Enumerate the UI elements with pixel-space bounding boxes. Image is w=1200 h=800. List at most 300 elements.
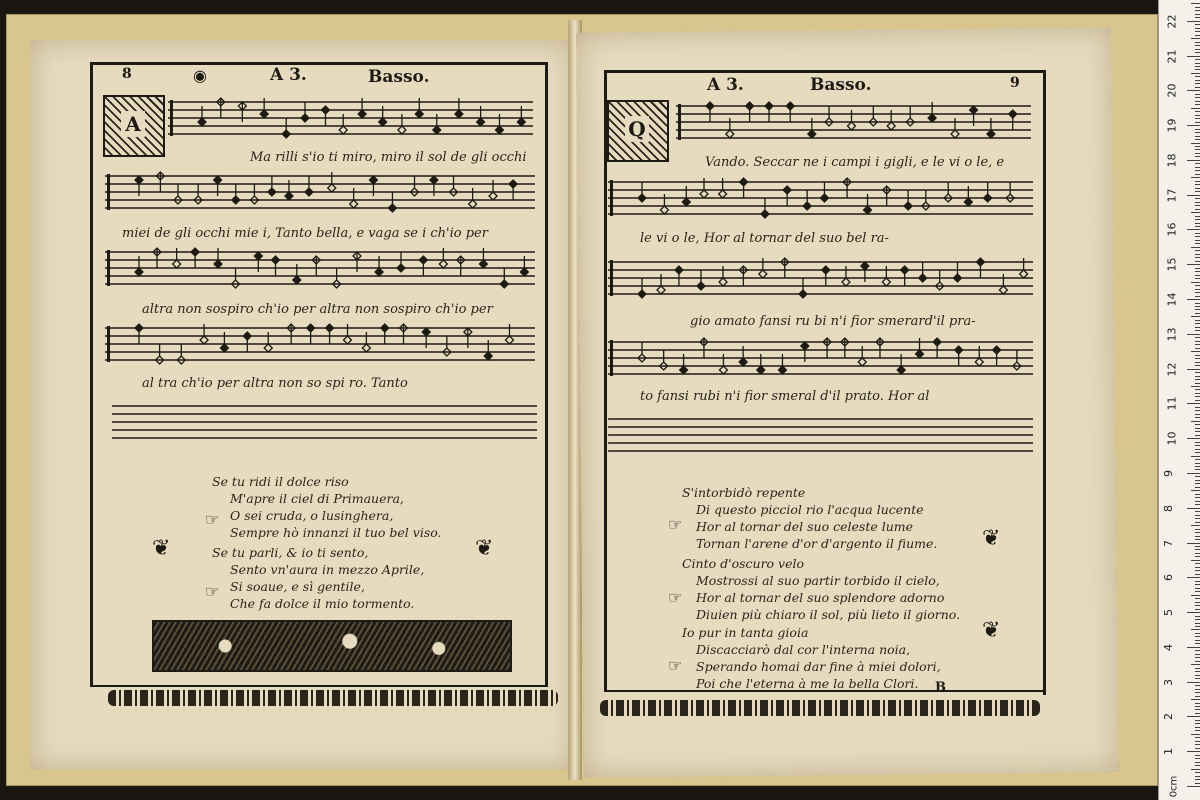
right-frame-left: [604, 70, 607, 690]
ruler-tick: [1191, 560, 1200, 561]
note-head: [477, 118, 485, 126]
note-head: [305, 188, 313, 196]
ruler-tick: [1195, 278, 1200, 279]
ruler-tick: [1195, 515, 1200, 516]
ruler-tick: [1195, 31, 1200, 32]
ruler-number: 16: [1165, 222, 1179, 237]
note-head: [517, 118, 525, 126]
ruler-tick: [1195, 445, 1200, 446]
ruler-tick: [1195, 556, 1200, 557]
ruler-tick: [1195, 463, 1200, 464]
ruler-tick: [1195, 14, 1200, 15]
ruler-tick: [1187, 195, 1200, 196]
ruler-tick: [1187, 369, 1200, 370]
ruler-tick: [1195, 101, 1200, 102]
ruler-tick: [1195, 153, 1200, 154]
note-head: [301, 114, 309, 122]
note-head: [282, 130, 290, 138]
poem-line: M'apre il ciel di Primauera,: [230, 491, 404, 506]
ruler-tick: [1195, 129, 1200, 130]
left-lyric-line: miei de gli occhi mie i, Tanto bella, e vaga se i ch'io per: [122, 226, 488, 241]
fleuron-icon: ❦: [982, 526, 1001, 551]
ruler-tick: [1195, 755, 1200, 756]
note-head: [388, 204, 396, 212]
ruler-tick: [1195, 257, 1200, 258]
note-head: [864, 206, 872, 214]
note-head: [489, 192, 497, 200]
poem-line: Di questo picciol rio l'acqua lucente: [696, 502, 924, 517]
ruler-tick: [1195, 661, 1200, 662]
ruler-number: 15: [1165, 257, 1179, 272]
note-head: [904, 202, 912, 210]
staff-lines: [608, 176, 1033, 222]
ruler-tick: [1195, 539, 1200, 540]
note-head: [803, 202, 811, 210]
ruler-tick: [1187, 543, 1200, 544]
ruler-tick: [1195, 449, 1200, 450]
ruler-tick: [1195, 289, 1200, 290]
ruler-tick: [1187, 264, 1200, 265]
ruler-tick: [1195, 657, 1200, 658]
left-decorated-initial: [103, 95, 165, 157]
note-head: [916, 350, 924, 358]
ruler-number: 2: [1162, 713, 1175, 721]
ruler-tick: [1187, 577, 1200, 578]
ruler-tick: [1195, 236, 1200, 237]
staff-lines: [608, 336, 1033, 382]
ruler-number: 9: [1162, 469, 1175, 477]
ruler-tick: [1195, 94, 1200, 95]
ruler-tick: [1195, 42, 1200, 43]
ruler-tick: [1187, 229, 1200, 230]
note-head: [964, 198, 972, 206]
ruler-number: 14: [1165, 292, 1179, 307]
note-head: [638, 194, 646, 202]
right-initial-letter: Q: [625, 116, 649, 142]
ruler-number: 13: [1165, 327, 1179, 342]
ruler-tick: [1195, 69, 1200, 70]
note-head: [887, 122, 895, 130]
staff-lines: [105, 322, 535, 368]
ruler-tick: [1195, 476, 1200, 477]
ruler-tick: [1195, 469, 1200, 470]
note-head: [198, 118, 206, 126]
left-bottom-ornament-border: [108, 690, 558, 706]
ruler-number: 20: [1165, 83, 1179, 98]
left-frame-right: [545, 62, 548, 687]
ruler-tick: [1195, 783, 1200, 784]
ruler-number: 10: [1165, 431, 1179, 446]
ruler-tick: [1195, 633, 1200, 634]
ruler-tick: [1195, 191, 1200, 192]
ruler-tick: [1195, 737, 1200, 738]
ruler-tick: [1195, 730, 1200, 731]
left-part-name: Basso.: [368, 67, 430, 87]
ruler-number: 6: [1162, 574, 1175, 582]
note-head: [484, 352, 492, 360]
ruler-tick: [1195, 765, 1200, 766]
note-head: [433, 126, 441, 134]
ruler-tick: [1195, 309, 1200, 310]
note-head: [984, 194, 992, 202]
note-head: [135, 268, 143, 276]
ruler-tick: [1195, 118, 1200, 119]
note-head: [808, 130, 816, 138]
ruler-tick: [1195, 52, 1200, 53]
poem-line: Io pur in tanta gioia: [682, 625, 809, 640]
ruler-tick: [1195, 466, 1200, 467]
ruler-tick: [1195, 414, 1200, 415]
ruler-tick: [1195, 675, 1200, 676]
right-staff-4: [608, 336, 1033, 382]
ruler-tick: [1195, 640, 1200, 641]
right-lyric-line: Vando. Seccar ne i campi i gigli, e le vi o le, e: [705, 155, 1005, 170]
right-decorated-initial: [607, 100, 669, 162]
ruler-tick: [1195, 522, 1200, 523]
poem-line: Diuien più chiaro il sol, più lieto il giorno.: [696, 607, 961, 622]
poem-line: Sperando homai dar fine à miei dolori,: [696, 659, 941, 674]
ruler-tick: [1195, 344, 1200, 345]
right-lyric-line: le vi o le, Hor al tornar del suo bel ra-: [640, 231, 889, 246]
ruler-tick: [1195, 198, 1200, 199]
ruler-tick: [1187, 56, 1200, 57]
ruler-tick: [1195, 365, 1200, 366]
ruler-tick: [1195, 636, 1200, 637]
ruler-tick: [1195, 720, 1200, 721]
ruler-tick: [1195, 393, 1200, 394]
left-staff-5-empty: [112, 400, 537, 446]
ruler-tick: [1195, 341, 1200, 342]
ruler-tick: [1195, 216, 1200, 217]
left-frame-bottom: [90, 685, 548, 687]
ruler-tick: [1195, 362, 1200, 363]
note-head: [951, 130, 959, 138]
pointing-hand-icon: ☞: [205, 510, 220, 529]
ruler-tick: [1187, 125, 1200, 126]
ruler-tick: [1195, 17, 1200, 18]
note-head: [739, 358, 747, 366]
right-poem-stanza-3: [682, 624, 941, 692]
note-head: [343, 336, 351, 344]
ruler-tick: [1195, 271, 1200, 272]
ruler-tick: [1195, 111, 1200, 112]
staff-lines: [608, 413, 1033, 459]
ruler-tick: [1195, 776, 1200, 777]
ruler-tick: [1195, 626, 1200, 627]
poem-line: Se tu ridi il dolce riso: [212, 474, 349, 489]
poem-line: Poi che l'eterna à me la bella Clori.: [696, 676, 919, 691]
ruler-tick: [1195, 650, 1200, 651]
ruler-tick: [1195, 219, 1200, 220]
pointing-hand-icon: ☞: [205, 582, 220, 601]
ruler-tick: [1195, 163, 1200, 164]
ruler-tick: [1195, 330, 1200, 331]
ruler-number: 12: [1165, 362, 1179, 377]
note-head: [975, 358, 983, 366]
poem-line: Sempre hò innanzi il tuo bel viso.: [230, 525, 442, 540]
note-head: [657, 286, 665, 294]
ruler-tick: [1191, 421, 1200, 422]
ruler-tick: [1191, 386, 1200, 387]
note-head: [858, 358, 866, 366]
ruler-tick: [1187, 508, 1200, 509]
ruler-tick: [1195, 671, 1200, 672]
ruler-tick: [1195, 167, 1200, 168]
note-head: [726, 130, 734, 138]
ruler-tick: [1195, 713, 1200, 714]
ruler-tick: [1195, 327, 1200, 328]
ruler-tick: [1195, 598, 1200, 599]
ruler-tick: [1195, 616, 1200, 617]
left-initial-letter: A: [121, 111, 145, 137]
ruler-tick: [1195, 643, 1200, 644]
ruler-tick: [1195, 132, 1200, 133]
ruler-tick: [1195, 748, 1200, 749]
ruler-tick: [1195, 442, 1200, 443]
ruler-tick: [1195, 407, 1200, 408]
ruler-tick: [1195, 567, 1200, 568]
left-page-number: 8: [122, 66, 132, 82]
note-head: [375, 268, 383, 276]
ruler-tick: [1191, 282, 1200, 283]
note-head: [358, 110, 366, 118]
right-bottom-ornament-border: [600, 700, 1040, 716]
ruler-tick: [1195, 156, 1200, 157]
ruler-number: 4: [1162, 643, 1175, 651]
ruler-tick: [1195, 35, 1200, 36]
ruler-tick: [1195, 80, 1200, 81]
ruler-tick: [1195, 417, 1200, 418]
ruler-tick: [1191, 525, 1200, 526]
ruler-tick: [1191, 3, 1200, 4]
ruler-tick: [1195, 379, 1200, 380]
note-head: [719, 278, 727, 286]
note-head: [842, 278, 850, 286]
ruler-tick: [1195, 696, 1200, 697]
note-head: [1020, 270, 1028, 278]
ruler-number: 5: [1162, 609, 1175, 617]
ruler-tick: [1195, 63, 1200, 64]
ruler-tick: [1195, 320, 1200, 321]
ruler-tick: [1195, 529, 1200, 530]
ruler-tick: [1195, 536, 1200, 537]
note-head: [439, 260, 447, 268]
ruler-tick: [1195, 779, 1200, 780]
note-head: [268, 188, 276, 196]
ruler-tick: [1195, 146, 1200, 147]
ruler-tick: [1195, 581, 1200, 582]
ruler-tick: [1195, 170, 1200, 171]
ruler-tick: [1195, 149, 1200, 150]
ruler-tick: [1195, 122, 1200, 123]
ruler-tick: [1195, 570, 1200, 571]
ruler-tick: [1195, 727, 1200, 728]
left-circle-mark: ◉: [193, 66, 207, 85]
ruler-tick: [1195, 243, 1200, 244]
ruler-number: 18: [1165, 153, 1179, 168]
right-signature: A 3.: [707, 75, 744, 95]
left-staff-4: [105, 322, 535, 368]
ruler-tick: [1191, 177, 1200, 178]
pointing-hand-icon: ☞: [668, 588, 683, 607]
ruler-tick: [1195, 292, 1200, 293]
ruler-tick: [1195, 87, 1200, 88]
poem-line: Tornan l'arene d'or d'argento il fiume.: [696, 536, 938, 551]
poem-line: Mostrossi al suo partir torbido il cielo,: [696, 573, 940, 588]
ruler-tick: [1195, 209, 1200, 210]
ruler-tick: [1195, 654, 1200, 655]
ruler-tick: [1195, 602, 1200, 603]
note-head: [479, 260, 487, 268]
note-head: [799, 290, 807, 298]
pointing-hand-icon: ☞: [668, 515, 683, 534]
note-head: [362, 344, 370, 352]
note-head: [520, 268, 528, 276]
ruler-unit: 0cm: [1168, 775, 1180, 798]
measurement-ruler: [1158, 0, 1200, 800]
ruler-tick: [1191, 73, 1200, 74]
ruler-tick: [1195, 703, 1200, 704]
poem-line: O sei cruda, o lusinghera,: [230, 508, 394, 523]
note-head: [415, 110, 423, 118]
left-lyric-line: Ma rilli s'io ti miro, miro il sol de gli occhi: [250, 150, 527, 165]
note-head: [398, 126, 406, 134]
ruler-tick: [1195, 188, 1200, 189]
ruler-tick: [1187, 403, 1200, 404]
pointing-hand-icon: ☞: [668, 656, 683, 675]
ruler-tick: [1191, 699, 1200, 700]
left-signature: A 3.: [270, 65, 307, 85]
note-head: [214, 260, 222, 268]
ruler-tick: [1191, 108, 1200, 109]
ruler-tick: [1195, 348, 1200, 349]
right-frame-top: [604, 70, 1046, 73]
note-head: [293, 276, 301, 284]
left-staff-3: [105, 246, 535, 292]
ruler-tick: [1195, 240, 1200, 241]
note-head: [660, 206, 668, 214]
left-lyric-line: altra non sospiro ch'io per altra non sospiro ch'io per: [142, 302, 493, 317]
ruler-tick: [1187, 612, 1200, 613]
ruler-tick: [1195, 66, 1200, 67]
note-head: [682, 198, 690, 206]
note-head: [495, 126, 503, 134]
ruler-tick: [1195, 59, 1200, 60]
right-lyric-line: to fansi rubi n'i fior smeral d'il prato. Hor al: [640, 389, 930, 404]
ruler-tick: [1195, 487, 1200, 488]
poem-line: Hor al tornar del suo celeste lume: [696, 519, 914, 534]
ruler-tick: [1195, 396, 1200, 397]
ruler-tick: [1195, 553, 1200, 554]
ruler-tick: [1195, 383, 1200, 384]
ruler-tick: [1195, 741, 1200, 742]
ruler-tick: [1195, 306, 1200, 307]
ruler-tick: [1195, 104, 1200, 105]
ruler-tick: [1195, 184, 1200, 185]
ruler-tick: [1187, 438, 1200, 439]
ruler-tick: [1195, 389, 1200, 390]
note-head: [506, 336, 514, 344]
ruler-tick: [1195, 494, 1200, 495]
staff-lines: [676, 100, 1031, 146]
ruler-number: 17: [1165, 188, 1179, 203]
ruler-tick: [1191, 595, 1200, 596]
ruler-tick: [1195, 76, 1200, 77]
note-head: [379, 118, 387, 126]
ruler-tick: [1187, 334, 1200, 335]
staff-lines: [112, 400, 537, 446]
note-head: [719, 366, 727, 374]
ruler-tick: [1195, 689, 1200, 690]
note-head: [260, 110, 268, 118]
ruler-tick: [1191, 456, 1200, 457]
ruler-tick: [1187, 682, 1200, 683]
ruler-tick: [1191, 351, 1200, 352]
ruler-tick: [1187, 21, 1200, 22]
ruler-tick: [1195, 115, 1200, 116]
note-head: [500, 280, 508, 288]
ruler-number: 8: [1162, 504, 1175, 512]
note-head: [820, 194, 828, 202]
note-head: [987, 130, 995, 138]
ruler-tick: [1195, 400, 1200, 401]
ruler-tick: [1195, 574, 1200, 575]
ruler-tick: [1191, 247, 1200, 248]
poem-line: Si soaue, e sì gentile,: [230, 579, 365, 594]
ruler-tick: [1195, 49, 1200, 50]
ruler-tick: [1195, 233, 1200, 234]
poem-line: S'intorbidò repente: [682, 485, 806, 500]
ruler-tick: [1187, 647, 1200, 648]
ruler-tick: [1195, 501, 1200, 502]
poem-line: Cinto d'oscuro velo: [682, 556, 805, 571]
note-head: [455, 110, 463, 118]
ruler-tick: [1195, 619, 1200, 620]
ruler-tick: [1191, 212, 1200, 213]
right-lyric-line: gio amato fansi ru bi n'i fior smerard'il pra-: [690, 314, 976, 329]
note-head: [469, 200, 477, 208]
ruler-tick: [1195, 296, 1200, 297]
ruler-tick: [1195, 424, 1200, 425]
ruler-tick: [1195, 205, 1200, 206]
ruler-tick: [1195, 226, 1200, 227]
ruler-number: 21: [1165, 49, 1179, 64]
note-head: [232, 196, 240, 204]
right-footer-signature: B: [935, 680, 946, 695]
ruler-tick: [1195, 303, 1200, 304]
ruler-tick: [1195, 250, 1200, 251]
ruler-tick: [1195, 136, 1200, 137]
left-frame-left: [90, 62, 93, 687]
right-staff-2: [608, 176, 1033, 222]
ruler-tick: [1195, 549, 1200, 550]
ruler-tick: [1195, 268, 1200, 269]
right-page-number: 9: [1010, 75, 1020, 91]
ruler-tick: [1195, 546, 1200, 547]
note-head: [397, 264, 405, 272]
poem-line: Discacciarò dal cor l'interna noia,: [696, 642, 911, 657]
ruler-tick: [1195, 584, 1200, 585]
left-frame-top: [90, 62, 548, 65]
right-staff-1: [676, 100, 1031, 146]
ruler-number: 7: [1162, 539, 1175, 547]
ruler-tick: [1195, 410, 1200, 411]
note-head: [350, 200, 358, 208]
ruler-tick: [1195, 337, 1200, 338]
note-head: [928, 114, 936, 122]
note-head: [953, 274, 961, 282]
staff-lines: [608, 256, 1033, 302]
